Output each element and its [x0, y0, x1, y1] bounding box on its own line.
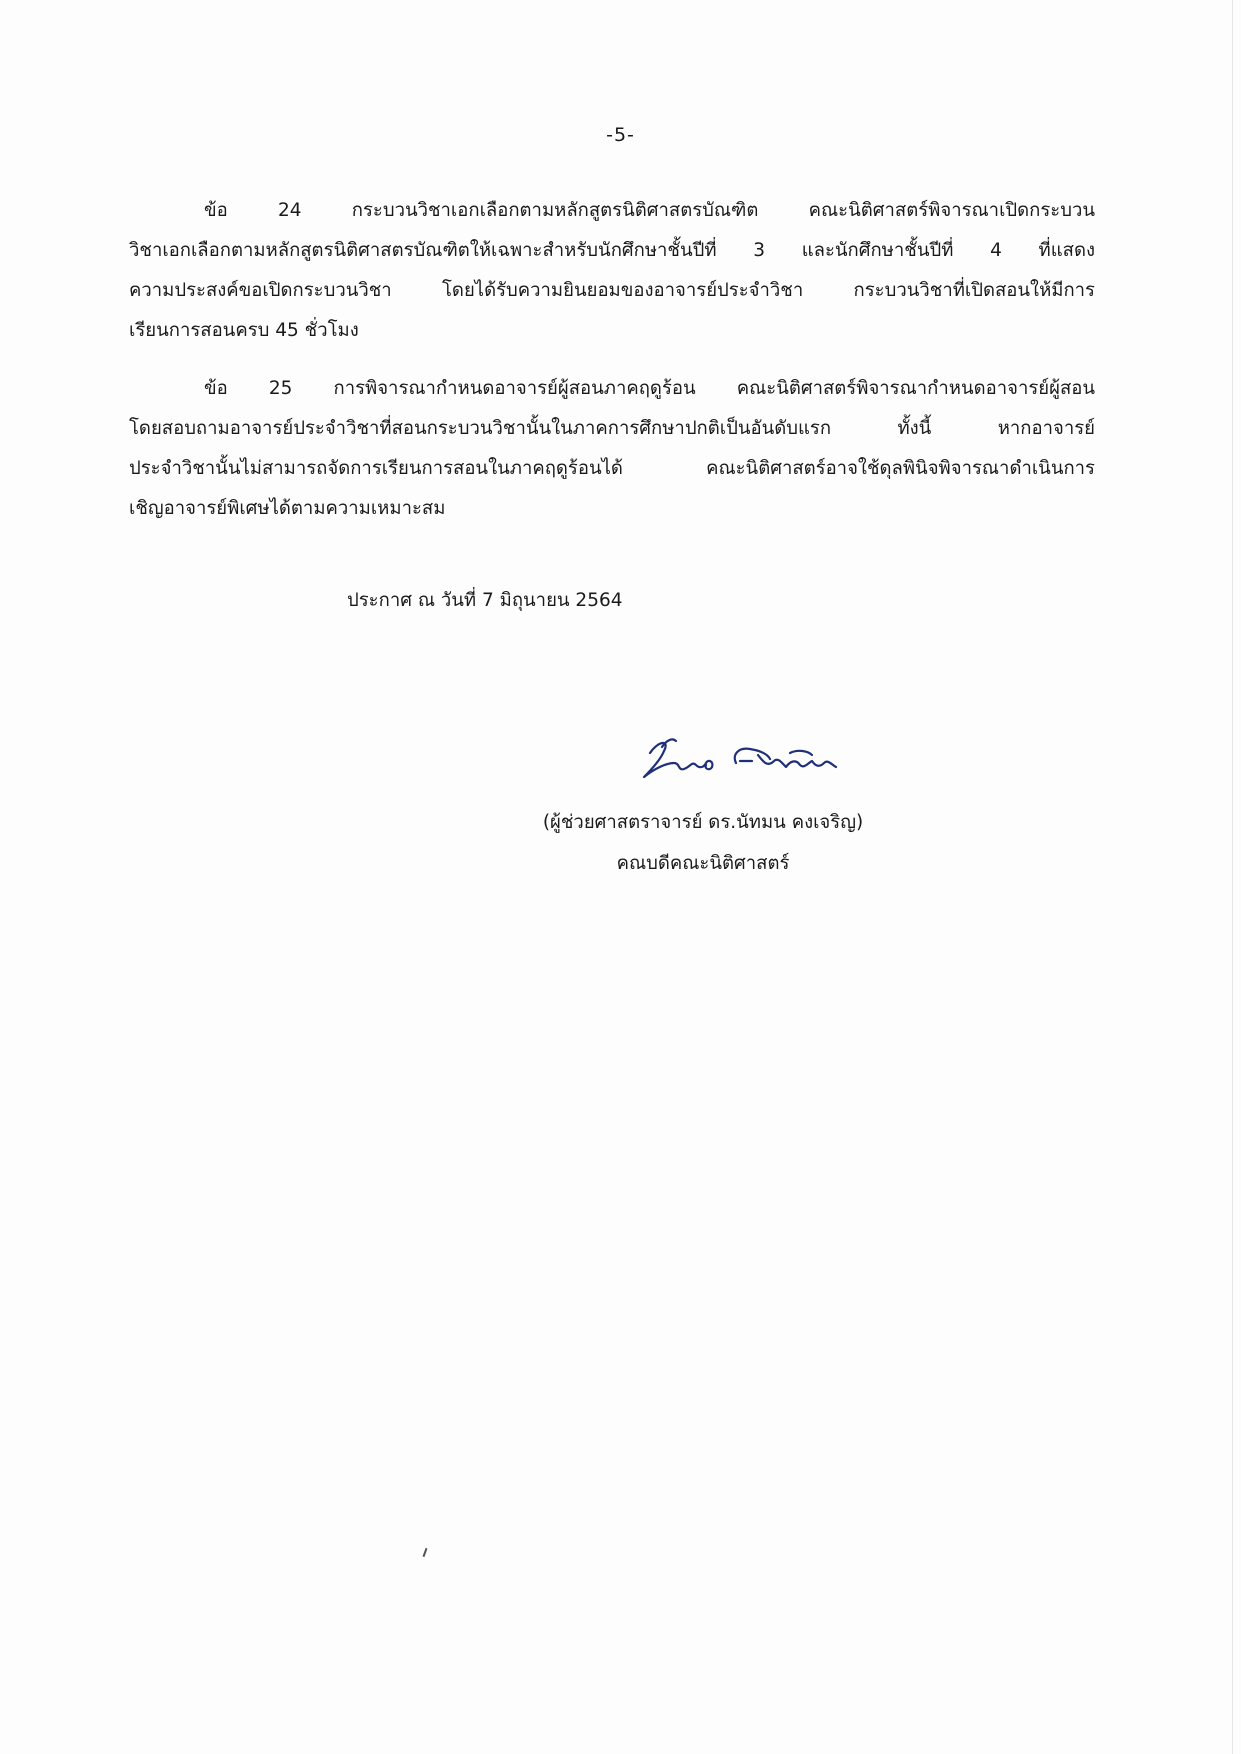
clause-line: ข้อ 24 กระบวนวิชาเอกเลือกตามหลักสูตรนิติศาสตรบัณฑิต คณะนิติศาสตร์พิจารณาเปิดกระบวน: [204, 200, 1095, 221]
clause-line: โดยสอบถามอาจารย์ประจำวิชาที่สอนกระบวนวิชานั้นในภาคการศึกษาปกติเป็นอันดับแรก ทั้งนี้ หากอาจารย์: [129, 418, 1095, 439]
page-number: -5-: [606, 124, 635, 146]
handwritten-signature: [640, 733, 850, 783]
clause-25: [129, 369, 1095, 529]
clause-line: เชิญอาจารย์พิเศษได้ตามความเหมาะสม: [129, 498, 446, 519]
clause-line: ความประสงค์ขอเปิดกระบวนวิชา โดยได้รับความยินยอมของอาจารย์ประจำวิชา กระบวนวิชาที่เปิดสอนให้มีการ: [129, 280, 1095, 301]
announcement-date: ประกาศ ณ วันที่ 7 มิถุนายน 2564: [347, 590, 623, 611]
clause-24: [129, 191, 1095, 351]
clause-line: ประจำวิชานั้นไม่สามารถจัดการเรียนการสอนในภาคฤดูร้อนได้ คณะนิติศาสตร์อาจใช้ดุลพินิจพิจารณาดำเนินการ: [129, 458, 1095, 479]
scan-edge: [1232, 0, 1233, 1754]
signer-title: คณบดีคณะนิติศาสตร์: [616, 853, 790, 874]
clause-line: วิชาเอกเลือกตามหลักสูตรนิติศาสตรบัณฑิตให้เฉพาะสำหรับนักศึกษาชั้นปีที่ 3 และนักศึกษาชั้นปีที่ 4 ที่แสดง: [129, 240, 1095, 261]
clause-line: เรียนการสอนครบ 45 ชั่วโมง: [129, 320, 359, 341]
clause-line: ข้อ 25 การพิจารณากำหนดอาจารย์ผู้สอนภาคฤดูร้อน คณะนิติศาสตร์พิจารณากำหนดอาจารย์ผู้สอน: [204, 378, 1095, 399]
signer-name: (ผู้ช่วยศาสตราจารย์ ดร.นัทมน คงเจริญ): [542, 812, 864, 833]
scan-speck: [423, 1548, 428, 1557]
